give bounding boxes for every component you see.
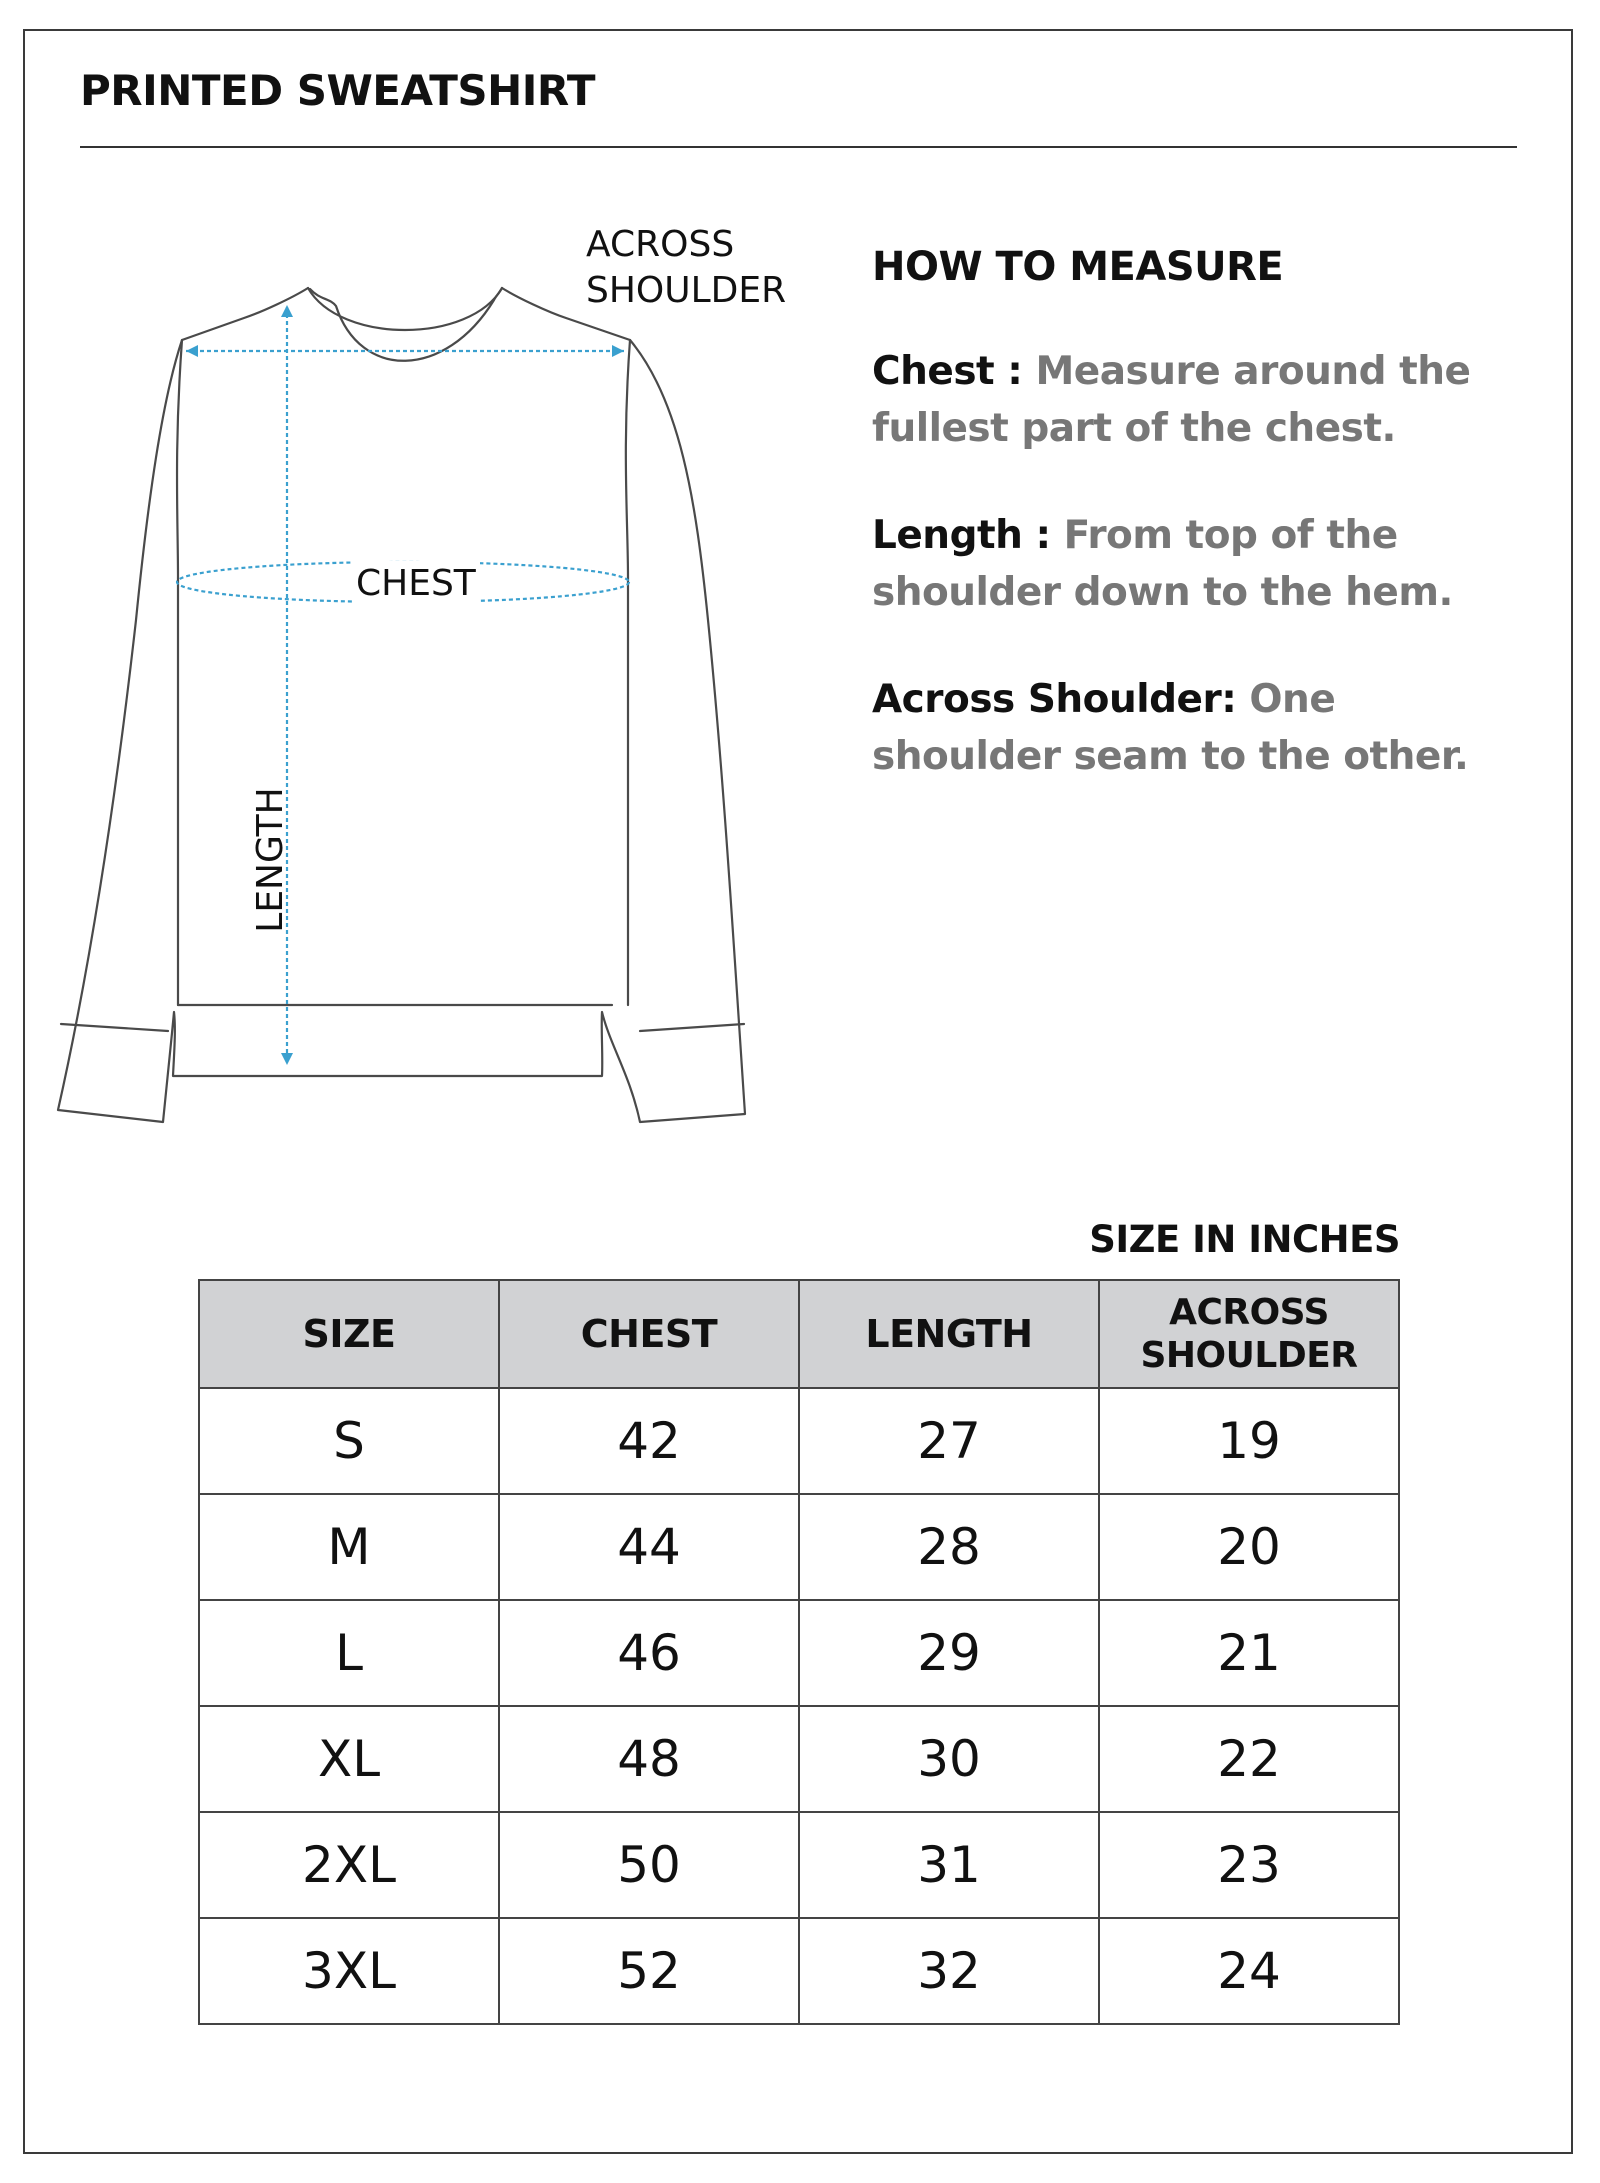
- how-to-measure-panel: [872, 244, 1532, 836]
- cell-chest: 50: [499, 1812, 799, 1918]
- measure-term: Chest: [872, 349, 995, 394]
- cell-length: 27: [799, 1388, 1099, 1494]
- cell-chest: 42: [499, 1388, 799, 1494]
- cell-across-shoulder: 24: [1099, 1918, 1399, 2024]
- cell-chest: 48: [499, 1706, 799, 1812]
- cell-across-shoulder: 21: [1099, 1600, 1399, 1706]
- measure-term: Across Shoulder: [872, 676, 1222, 722]
- cell-size: M: [199, 1494, 499, 1600]
- cell-size: S: [199, 1388, 499, 1494]
- length-label: LENGTH: [249, 787, 291, 933]
- cell-length: 32: [799, 1918, 1099, 2024]
- left-cuff-seam: [61, 1024, 168, 1031]
- measure-instruction-chest: [872, 344, 1532, 458]
- cell-size: 2XL: [199, 1812, 499, 1918]
- table-row: [199, 1600, 1399, 1706]
- column-header-across-shoulder: ACROSS SHOULDER: [1099, 1280, 1399, 1388]
- measure-description: One shoulder seam to the other.: [872, 676, 1469, 779]
- cell-size: 3XL: [199, 1918, 499, 2024]
- chest-label: CHEST: [352, 561, 480, 607]
- right-cuff-seam: [640, 1024, 744, 1031]
- table-row: [199, 1494, 1399, 1600]
- size-chart-table: [198, 1279, 1400, 2025]
- measure-separator: :: [1022, 512, 1064, 558]
- across-shoulder-label: ACROSS SHOULDER: [586, 224, 787, 312]
- cell-size: L: [199, 1600, 499, 1706]
- measure-separator: :: [1221, 676, 1250, 722]
- left-armhole-seam: [177, 340, 182, 578]
- cell-length: 31: [799, 1812, 1099, 1918]
- cell-length: 28: [799, 1494, 1099, 1600]
- cell-length: 30: [799, 1706, 1099, 1812]
- column-header-chest: CHEST: [499, 1280, 799, 1388]
- table-row: [199, 1812, 1399, 1918]
- across-shoulder-arrow-right: [612, 345, 624, 357]
- measure-description: From top of the shoulder down to the hem.: [872, 512, 1453, 615]
- table-row: [199, 1918, 1399, 2024]
- table-row: [199, 1388, 1399, 1494]
- table-header-row: [199, 1280, 1399, 1388]
- cell-across-shoulder: 23: [1099, 1812, 1399, 1918]
- measure-instruction-length: [872, 508, 1532, 622]
- sweatshirt-outline: [58, 288, 745, 1122]
- measure-separator: :: [994, 349, 1036, 394]
- cell-across-shoulder: 22: [1099, 1706, 1399, 1812]
- cell-size: XL: [199, 1706, 499, 1812]
- size-unit-note: SIZE IN INCHES: [1089, 1218, 1400, 1261]
- neckline-inner: [310, 288, 502, 361]
- cell-chest: 44: [499, 1494, 799, 1600]
- length-arrow-top: [281, 305, 293, 317]
- column-header-length: LENGTH: [799, 1280, 1099, 1388]
- page-title: PRINTED SWEATSHIRT: [80, 66, 596, 115]
- measure-term: Length: [872, 512, 1023, 558]
- cell-chest: 46: [499, 1600, 799, 1706]
- right-armhole-seam: [626, 340, 630, 578]
- length-arrow-bottom: [281, 1053, 293, 1065]
- how-to-measure-heading: HOW TO MEASURE: [872, 244, 1284, 290]
- cell-chest: 52: [499, 1918, 799, 2024]
- table-row: [199, 1706, 1399, 1812]
- column-header-size: SIZE: [199, 1280, 499, 1388]
- cell-across-shoulder: 20: [1099, 1494, 1399, 1600]
- measure-instruction-across-shoulder: [872, 672, 1532, 786]
- cell-across-shoulder: 19: [1099, 1388, 1399, 1494]
- measure-description: Measure around the fullest part of the chest.: [872, 349, 1471, 451]
- across-shoulder-arrow-left: [186, 345, 198, 357]
- cell-length: 29: [799, 1600, 1099, 1706]
